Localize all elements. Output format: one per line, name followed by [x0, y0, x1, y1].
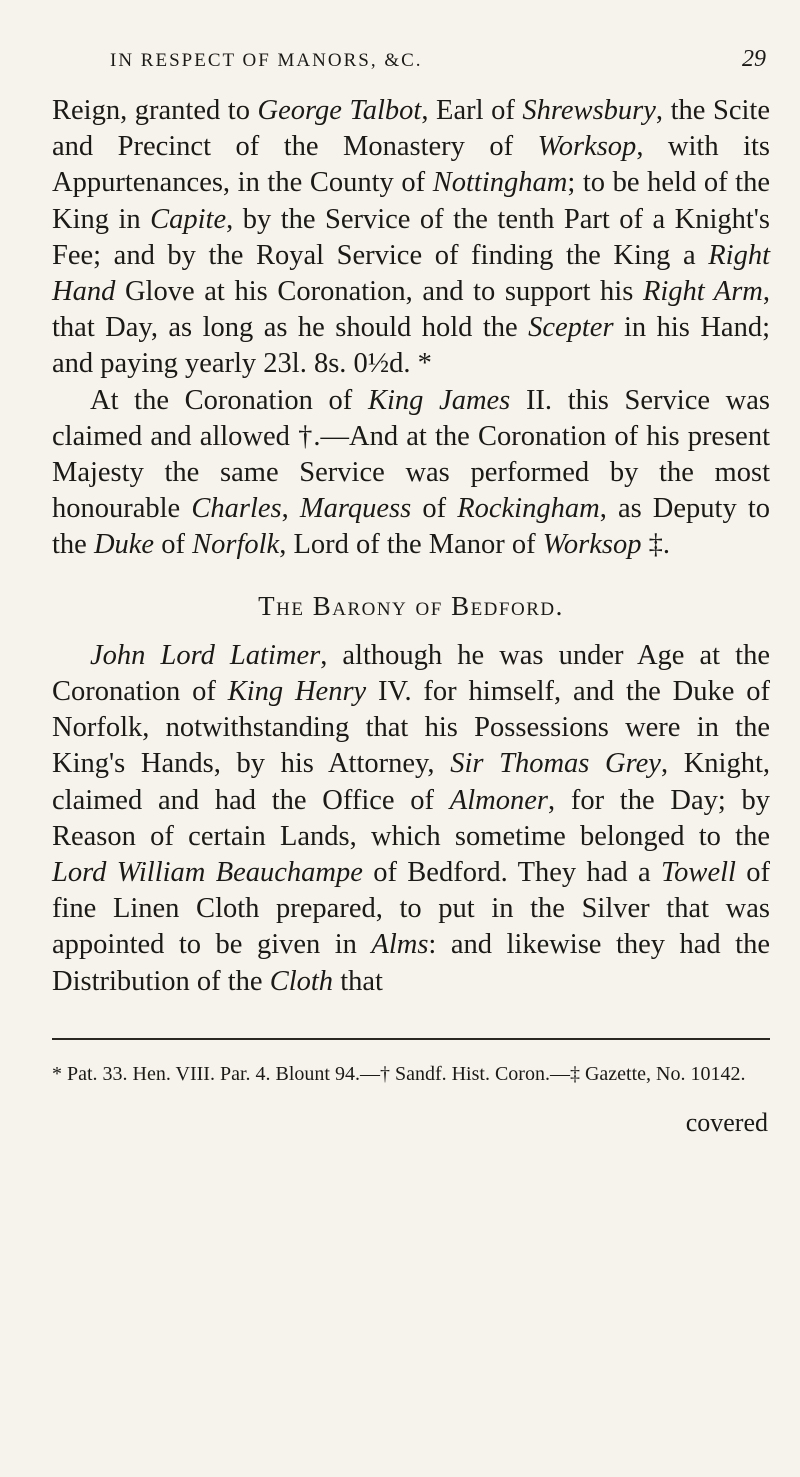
italic-name: John Lord Latimer	[90, 639, 321, 671]
page-header	[52, 46, 770, 73]
running-head: IN RESPECT OF MANORS, &C.	[110, 50, 423, 71]
italic-name: Worksop	[537, 131, 637, 163]
italic-name: Norfolk	[192, 529, 280, 561]
paragraph	[52, 383, 770, 564]
italic-name: George Talbot	[257, 95, 422, 126]
text-run: ‡.	[641, 529, 670, 561]
text-run: , Lord of the Manor of	[279, 529, 543, 561]
text-run: of Bedford. They had a	[362, 857, 661, 889]
text-run: ; to be held of the King in	[52, 167, 770, 235]
text-run: , for the Day; by Reason of certain Lands, which sometime belonged to the	[52, 784, 771, 852]
italic-name: Alms	[371, 929, 429, 961]
text-run: of	[154, 529, 193, 561]
body-text	[52, 93, 770, 1000]
italic-name: Scepter	[528, 312, 614, 344]
italic-name: Nottingham	[432, 167, 568, 199]
footnote-rule	[52, 1038, 770, 1040]
italic-name: King James	[367, 384, 511, 416]
italic-name: Right Hand	[52, 239, 770, 308]
text-run: , with its Appurtenances, in the County of	[52, 131, 770, 199]
italic-name: Lord William Beauchampe	[52, 857, 363, 889]
footnotes: * Pat. 33. Hen. VIII. Par. 4. Blount 94.—† Sandf. Hist. Coron.—‡ Gazette, No. 10142.	[52, 1062, 746, 1085]
italic-name: Cloth	[269, 965, 334, 997]
text-run: Reign, granted to	[52, 95, 258, 126]
text-run: of	[411, 493, 458, 525]
text-run: , by the Service of the tenth Part of a Knight's Fee; and by the Royal Service of finding the King a	[52, 203, 771, 271]
book-page	[52, 46, 770, 1138]
text-run: that	[333, 965, 383, 997]
text-run: , Earl of	[421, 95, 523, 126]
text-run: ,	[281, 493, 300, 525]
italic-name: Marquess	[299, 493, 412, 525]
italic-name: Rockingham	[457, 493, 600, 525]
text-run: , as Deputy to the	[52, 493, 770, 561]
text-run: of fine Linen Cloth prepared, to put in the Silver that was appointed to be given in	[52, 857, 771, 961]
paragraph	[52, 638, 770, 1000]
italic-name: Right Arm	[642, 276, 763, 308]
italic-name: Shrewsbury	[522, 95, 656, 126]
page-number: 29	[742, 46, 766, 72]
paragraph	[52, 93, 770, 383]
section-heading: The Barony of Bedford.	[258, 590, 564, 621]
text-run: in his Hand; and paying yearly 23l. 8s. 0½d. *	[52, 312, 770, 380]
text-run: At the Coronation of	[90, 384, 368, 416]
text-run: Glove at his Coronation, and to support his	[115, 276, 643, 308]
italic-name: Towell	[660, 857, 736, 889]
italic-name: King Henry	[227, 676, 367, 708]
italic-name: Duke	[93, 529, 155, 561]
text-run: , that Day, as long as he should hold the	[52, 276, 771, 344]
italic-name: Charles	[191, 493, 282, 525]
text-run: IV. for himself, and the Duke of Norfolk, notwithstanding that his Possessions were in the King's Hands, by his Attorney,	[52, 676, 770, 780]
catchword: covered	[685, 1107, 768, 1137]
italic-name: Capite	[150, 203, 227, 235]
italic-name: Sir Thomas Grey	[450, 748, 661, 780]
text-run: , the Scite and Precinct of the Monastery of	[52, 95, 770, 163]
italic-name: Almoner	[449, 784, 548, 816]
text-run: , Knight, claimed and had the Office of	[52, 748, 771, 816]
text-run: , although he was under Age at the Coronation of	[52, 639, 770, 708]
text-run: : and likewise they had the Distribution of the	[52, 929, 770, 997]
text-run: II. this Service was claimed and allowed †.—And at the Coronation of his present Majesty the same Service was performed by the most honourable	[52, 384, 770, 525]
italic-name: Worksop	[542, 529, 642, 561]
